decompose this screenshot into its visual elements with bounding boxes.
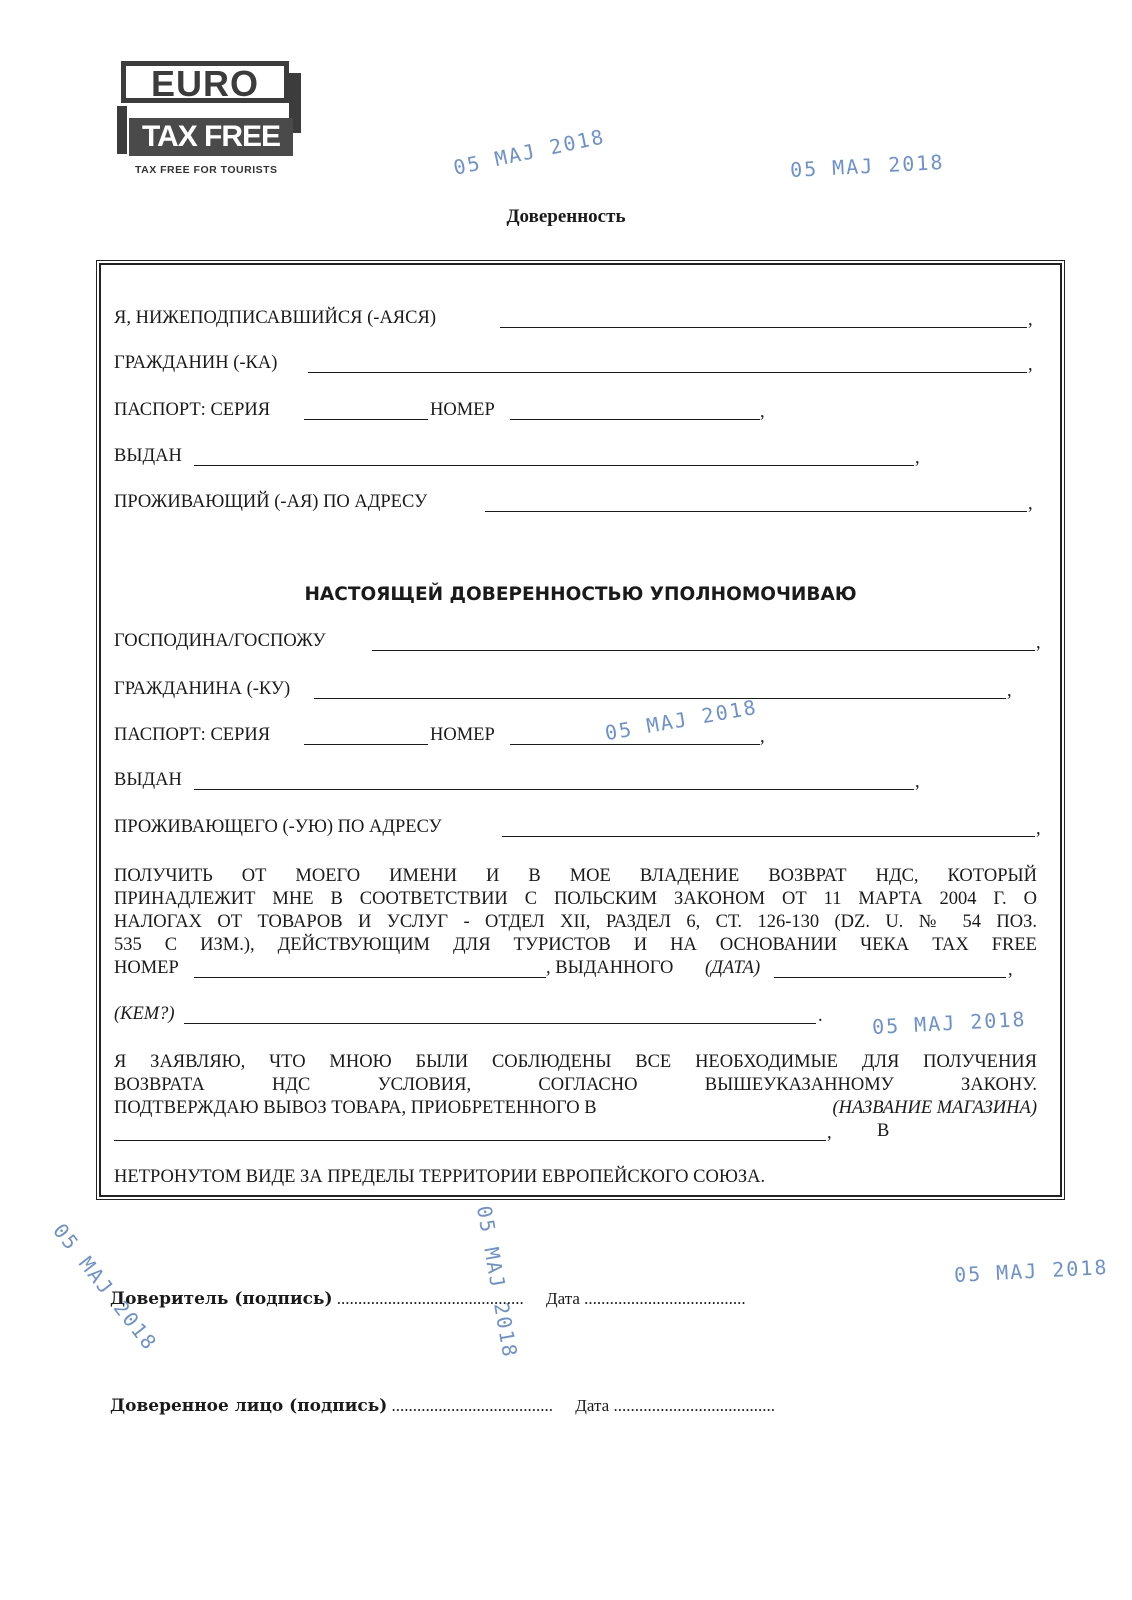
comma: , [1028, 355, 1033, 375]
logo-tax-free-text: TAX FREE [141, 120, 281, 153]
declare-paragraph-line: ВОЗВРАТА НДС УСЛОВИЯ, СОГЛАСНО ВЫШЕУКАЗАННОМУ ЗАКОНУ. [114, 1075, 1037, 1095]
address-field[interactable] [485, 511, 1027, 512]
passport-series-field[interactable] [304, 419, 428, 420]
store-name-field[interactable] [114, 1140, 826, 1141]
date-stamp: 05 MAJ 2018 [603, 694, 760, 746]
citizen-field[interactable] [308, 372, 1027, 373]
logo-euro-box [121, 61, 289, 103]
comma: , [915, 448, 920, 468]
comma: , [1007, 681, 1012, 701]
receipt-date-field[interactable] [774, 977, 1006, 978]
agent-citizen-field[interactable] [314, 698, 1006, 699]
issued-field[interactable] [194, 465, 914, 466]
date-stamp: 05 MAJ 2018 [789, 149, 945, 183]
document-title: Доверенность [506, 206, 626, 227]
agent-passport-number-field[interactable] [510, 744, 760, 745]
logo-tax-free-box [129, 118, 293, 156]
issued-on-label: , ВЫДАННОГО [546, 958, 674, 978]
comma: , [760, 727, 765, 747]
agent-name-label: ГОСПОДИНА/ГОСПОЖУ [114, 631, 326, 651]
agent-signature-field[interactable]: ...................................... [391, 1396, 554, 1415]
by-whom-field[interactable] [184, 1023, 816, 1024]
date-stamp: 05 MAJ 2018 [48, 1218, 163, 1356]
agent-passport-series-field[interactable] [304, 744, 428, 745]
agent-date-label: Дата [575, 1396, 610, 1415]
principal-date-label: Дата [546, 1289, 580, 1308]
comma: , [1028, 494, 1033, 514]
passport-number-label: НОМЕР [430, 400, 495, 420]
agent-passport-series-label: ПАСПОРТ: СЕРИЯ [114, 725, 271, 745]
comma: , [915, 772, 920, 792]
undersigned-label: Я, НИЖЕПОДПИСАВШИЙСЯ (-АЯСЯ) [114, 308, 436, 328]
declare-paragraph-line: ПОДТВЕРЖДАЮ ВЫВОЗ ТОВАРА, ПРИОБРЕТЕННОГО В [114, 1098, 597, 1118]
agent-citizen-label: ГРАЖДАНИНА (-КУ) [114, 679, 291, 699]
comma: , [827, 1123, 832, 1143]
principal-signature-row [110, 1289, 746, 1309]
agent-issued-field[interactable] [194, 789, 914, 790]
comma: , [1036, 633, 1041, 653]
declare-paragraph-line: Я ЗАЯВЛЯЮ, ЧТО МНОЮ БЫЛИ СОБЛЮДЕНЫ ВСЕ НЕОБХОДИМЫЕ ДЛЯ ПОЛУЧЕНИЯ [114, 1052, 1037, 1072]
comma: , [1028, 310, 1033, 330]
comma: , [1036, 819, 1041, 839]
passport-series-label: ПАСПОРТ: СЕРИЯ [114, 400, 271, 420]
receive-paragraph-line: ПОЛУЧИТЬ ОТ МОЕГО ИМЕНИ И В МОЕ ВЛАДЕНИЕ ВОЗВРАТ НДС, КОТОРЫЙ [114, 866, 1037, 886]
receipt-number-field[interactable] [194, 977, 546, 978]
receipt-number-label: НОМЕР [114, 958, 179, 978]
undersigned-field[interactable] [500, 327, 1027, 328]
logo-tagline: TAX FREE FOR TOURISTS [135, 164, 278, 176]
comma: , [1008, 960, 1013, 980]
date-stamp: 05 MAJ 2018 [871, 1006, 1027, 1040]
passport-number-field[interactable] [510, 419, 760, 420]
issued-label: ВЫДАН [114, 446, 182, 466]
agent-name-field[interactable] [372, 650, 1035, 651]
citizen-label: ГРАЖДАНИН (-КА) [114, 353, 278, 373]
address-label: ПРОЖИВАЮЩИЙ (-АЯ) ПО АДРЕСУ [114, 492, 428, 512]
principal-signature-field[interactable]: ............................................ [336, 1289, 524, 1308]
agent-date-field[interactable]: ...................................... [613, 1396, 775, 1415]
euro-tax-free-logo [117, 56, 307, 184]
authorize-heading: НАСТОЯЩЕЙ ДОВЕРЕННОСТЬЮ УПОЛНОМОЧИВАЮ [304, 584, 857, 605]
date-stamp: 05 MAJ 2018 [953, 1254, 1109, 1288]
agent-address-label: ПРОЖИВАЮЩЕГО (-УЮ) ПО АДРЕСУ [114, 817, 442, 837]
agent-passport-number-label: НОМЕР [430, 725, 495, 745]
agent-address-field[interactable] [502, 836, 1035, 837]
logo-euro-text: EURO [150, 63, 259, 104]
logo-bar [117, 106, 127, 154]
receive-paragraph-line: 535 С ИЗМ.), ДЕЙСТВУЮЩИМ ДЛЯ ТУРИСТОВ И НА ОСНОВАНИИ ЧЕКА TAX FREE [114, 935, 1037, 955]
period: . [818, 1006, 823, 1026]
store-name-label: (НАЗВАНИЕ МАГАЗИНА) [832, 1098, 1037, 1118]
agent-signature-row [110, 1396, 775, 1416]
date-stamp: 05 MAJ 2018 [471, 1203, 523, 1361]
principal-signature-label: Доверитель (подпись) [110, 1289, 333, 1309]
date-label: (ДАТА) [705, 958, 761, 978]
principal-date-field[interactable]: ...................................... [584, 1289, 746, 1308]
agent-signature-label: Доверенное лицо (подпись) [110, 1396, 388, 1416]
date-stamp: 05 MAJ 2018 [451, 124, 608, 180]
declare-paragraph-line: НЕТРОНУТОМ ВИДЕ ЗА ПРЕДЕЛЫ ТЕРРИТОРИИ ЕВРОПЕЙСКОГО СОЮЗА. [114, 1167, 766, 1187]
agent-issued-label: ВЫДАН [114, 770, 182, 790]
in-word: В [877, 1121, 890, 1141]
by-whom-label: (КЕМ?) [114, 1004, 175, 1024]
receive-paragraph-line: НАЛОГАХ ОТ ТОВАРОВ И УСЛУГ - ОТДЕЛ XII, РАЗДЕЛ 6, СТ. 126-130 (DZ. U. № 54 ПОЗ. [114, 912, 1037, 932]
comma: , [760, 402, 765, 422]
receive-paragraph-line: ПРИНАДЛЕЖИТ МНЕ В СООТВЕТСТВИИ С ПОЛЬСКИМ ЗАКОНОМ ОТ 11 МАРТА 2004 Г. О [114, 889, 1037, 909]
